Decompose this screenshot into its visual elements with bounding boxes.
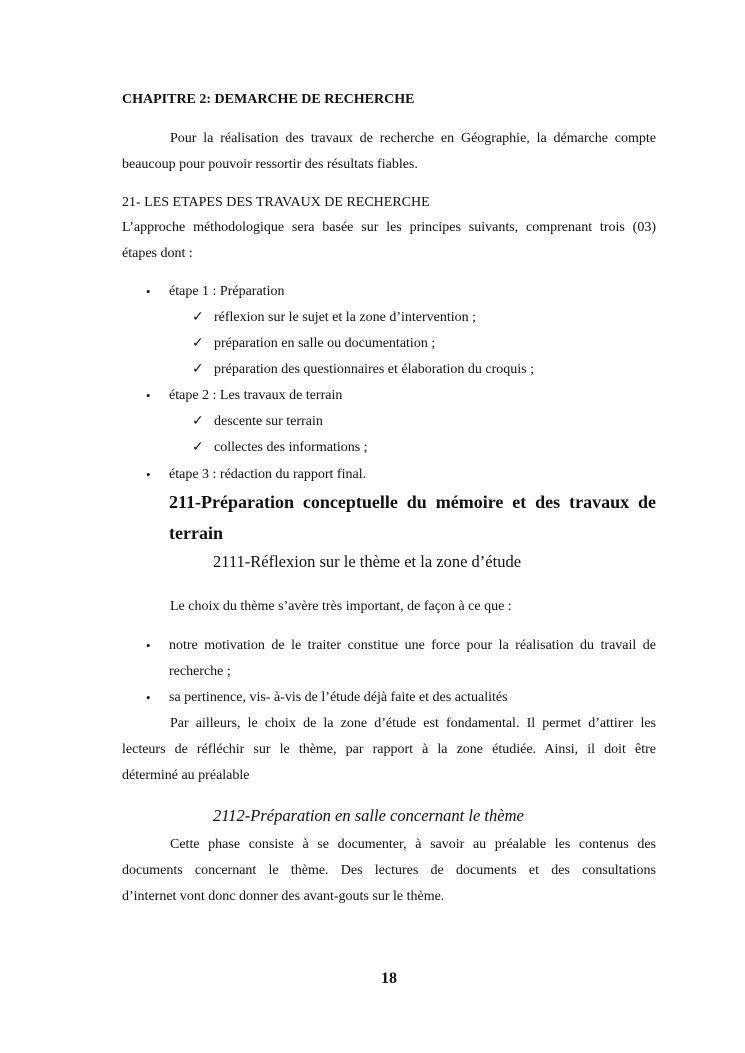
section-2112-line-2: documents concernant le thème. Des lectures de documents et des consultations — [122, 863, 656, 878]
section-211-title-line-1: 211-Préparation conceptuelle du mémoire et des travaux de — [169, 492, 656, 512]
section-2111-title: 2111-Réflexion sur le thème et la zone d’étude — [213, 552, 522, 571]
section-211-title-line-2: terrain — [169, 523, 223, 543]
bullet-icon: • — [146, 284, 151, 299]
step-1-item-2: préparation en salle ou documentation ; — [214, 336, 436, 351]
step-1-item-1: réflexion sur le sujet et la zone d’intervention ; — [214, 310, 477, 325]
section-2111-bullet-2: sa pertinence, vis- à-vis de l’étude déjà faite et des actualités — [169, 690, 508, 705]
intro-line-2: beaucoup pour pouvoir ressortir des résultats fiables. — [122, 157, 418, 172]
step-3-label: étape 3 : rédaction du rapport final. — [169, 467, 367, 482]
section-2111-para-line-1: Par ailleurs, le choix de la zone d’étude est fondamental. Il permet d’attirer les — [170, 716, 656, 731]
section-2111-para-line-3: déterminé au préalable — [122, 768, 250, 783]
section-2111-bullet-1-line-1: notre motivation de le traiter constitue une force pour la réalisation du travail de — [169, 638, 656, 653]
section-21-title: 21- LES ETAPES DES TRAVAUX DE RECHERCHE — [122, 195, 430, 210]
step-1-label: étape 1 : Préparation — [169, 284, 285, 299]
checkmark-icon: ✓ — [192, 309, 204, 325]
section-2112-line-1: Cette phase consiste à se documenter, à savoir au préalable les contenus des — [170, 837, 656, 852]
section-2111-intro: Le choix du thème s’avère très important, de façon à ce que : — [170, 599, 512, 614]
step-2-item-1: descente sur terrain — [214, 414, 323, 429]
bullet-icon: • — [146, 690, 151, 705]
bullet-icon: • — [146, 467, 151, 482]
section-2111-bullet-1-line-2: recherche ; — [169, 664, 231, 679]
section-2112-title: 2112-Préparation en salle concernant le thème — [213, 806, 524, 825]
section-2111-para-line-2: lecteurs de réfléchir sur le thème, par rapport à la zone étudiée. Ainsi, il doit être — [122, 742, 656, 757]
step-1-item-3: préparation des questionnaires et élaboration du croquis ; — [214, 362, 534, 377]
checkmark-icon: ✓ — [192, 439, 204, 455]
bullet-icon: • — [146, 388, 151, 403]
checkmark-icon: ✓ — [192, 361, 204, 377]
page-number: 18 — [381, 970, 397, 987]
section-2112-line-3: d’internet vont donc donner des avant-gouts sur le thème. — [122, 889, 445, 904]
checkmark-icon: ✓ — [192, 413, 204, 429]
step-2-label: étape 2 : Les travaux de terrain — [169, 388, 343, 403]
bullet-icon: • — [146, 638, 151, 653]
section-21-line-2: étapes dont : — [122, 246, 193, 261]
step-2-item-2: collectes des informations ; — [214, 440, 368, 455]
chapter-title: CHAPITRE 2: DEMARCHE DE RECHERCHE — [122, 92, 415, 107]
intro-line-1: Pour la réalisation des travaux de recherche en Géographie, la démarche compte — [170, 131, 656, 146]
checkmark-icon: ✓ — [192, 335, 204, 351]
section-21-line-1: L’approche méthodologique sera basée sur les principes suivants, comprenant trois (03) — [122, 220, 656, 235]
